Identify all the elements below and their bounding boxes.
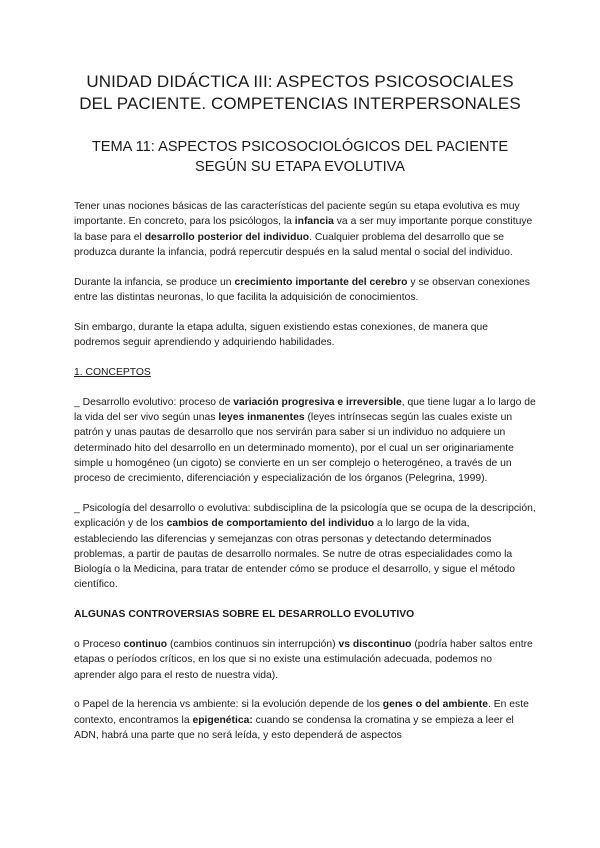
bold-term: variación progresiva e irreversible — [233, 396, 402, 408]
definition-psicologia-desarrollo — [74, 501, 536, 593]
text-run: Durante la infancia, se produce un — [74, 276, 235, 288]
controversy-item-herencia — [74, 697, 536, 743]
text-run: Tener unas nociones básicas de las características del paciente según su etapa evolutiva es muy importante. En concreto, para los psicólogos, la — [74, 201, 520, 228]
text-run: (cambios continuos sin interrupción) — [167, 639, 339, 651]
bold-term: desarrollo posterior del individuo — [144, 231, 310, 243]
definition-desarrollo-evolutivo — [74, 395, 536, 487]
unit-title-line-1: UNIDAD DIDÁCTICA III: ASPECTOS PSICOSOCIALES — [86, 72, 514, 91]
bold-term: continuo — [123, 639, 168, 651]
text-run: (leyes intrínsecas según las cuales existe un patrón y unas pautas de desarrollo que nos servirán para saber si un individuo no adquiere un determinado hito del desarrollo en un determinado momento), por el cual un ser originariamente simple u homogéneo (un cigoto) se convierte en un ser complejo o heterogéneo, a través de un proceso de crecimiento, diferenciación y especialización de los órganos (Pelegrina, 1999). — [74, 411, 514, 485]
text-run: cuando se condensa la cromatina y se empieza a leer el ADN, habrá una parte que no será leída, y esto dependerá de aspectos — [74, 714, 514, 742]
text-run: a lo largo de la vida, estableciendo las diferencias y semejanzas con otras personas y detectando determinados problemas, a partir de pautas de desarrollo normales. Se nutre de otras especialidades como la Biología o la Medicina, para tratar de entender cómo se produce el desarrollo, y sigue el método científico. — [74, 518, 516, 591]
controversy-item-continuo — [74, 637, 536, 683]
text-run: . En este contexto, encontramos la — [74, 699, 529, 726]
unit-title — [40, 71, 560, 115]
intro-paragraph-3 — [74, 320, 536, 351]
intro-paragraph-2 — [74, 275, 536, 306]
text-run: va a ser muy importante porque constituye la base para el — [74, 216, 533, 243]
theme-title — [40, 137, 560, 177]
text-run: o Proceso — [74, 639, 124, 651]
bold-term: cambios de comportamiento del individuo — [166, 518, 375, 530]
document-body — [74, 199, 536, 758]
bold-term: leyes inmanentes — [218, 411, 305, 423]
bold-term: vs discontinuo — [338, 639, 412, 651]
text-run: o Papel de la herencia vs ambiente: si la evolución depende de los — [74, 699, 383, 711]
intro-paragraph-1 — [74, 199, 536, 260]
bold-term: crecimiento importante del cerebro — [234, 276, 408, 288]
section-heading-conceptos: 1. CONCEPTOS — [74, 366, 151, 378]
text-run: y se observan conexiones entre las distintas neuronas, lo que facilita la adquisición de conocimientos. — [74, 276, 530, 303]
theme-title-line-2: SEGÚN SU ETAPA EVOLUTIVA — [194, 159, 406, 175]
controversies-heading: ALGUNAS CONTROVERSIAS SOBRE EL DESARROLLO EVOLUTIVO — [74, 609, 415, 621]
text-run: (podría haber saltos entre etapas o períodos críticos, en los que si no existe una estimulación adecuada, podemos no aprender algo para el resto de nuestra vida). — [74, 639, 533, 681]
bold-term: epigenética: — [192, 714, 253, 726]
bold-term: genes o del ambiente — [382, 699, 488, 711]
text-run: , que tiene lugar a lo largo de la vida del ser vivo según unas — [74, 396, 536, 423]
text-run: _ Desarrollo evolutivo: proceso de — [74, 396, 234, 408]
theme-title-line-1: TEMA 11: ASPECTOS PSICOSOCIOLÓGICOS DEL PACIENTE — [91, 139, 509, 155]
text-run: Sin embargo, durante la etapa adulta, siguen existiendo estas conexiones, de manera que podremos seguir aprendiendo y adquiriendo habilidades. — [74, 321, 489, 349]
bold-term: infancia — [294, 216, 334, 228]
unit-title-line-2: DEL PACIENTE. COMPETENCIAS INTERPERSONALES — [79, 94, 521, 113]
text-run: . Cualquier problema del desarrollo que se produzca durante la infancia, podrá repercutir después en la salud mental o social del individuo. — [74, 231, 513, 258]
text-run: _ Psicología del desarrollo o evolutiva: subdisciplina de la psicología que se ocupa de la descripción, explicación y de los — [74, 502, 536, 530]
